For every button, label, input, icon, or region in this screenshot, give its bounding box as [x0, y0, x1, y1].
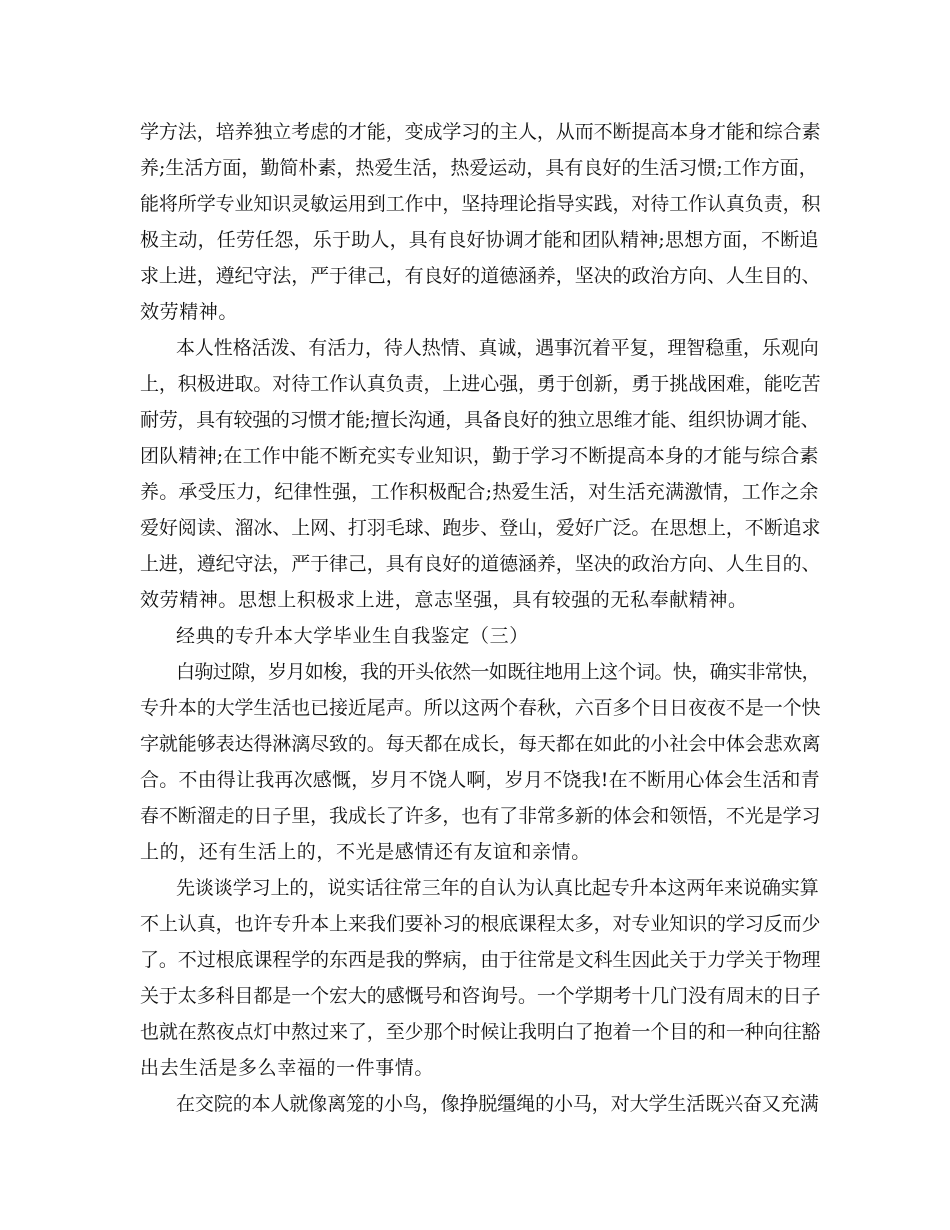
paragraph-first-line: 本人性格活泼、有活力，待人热情、真诚，遇事沉着平复，理智稳重，乐观向: [176, 337, 819, 359]
section-heading: 经典的专升本大学毕业生自我鉴定（三）: [176, 625, 529, 647]
text-line: 耐劳，具有较强的习惯才能;擅长沟通，具备良好的独立思维才能、组织协调才能、: [140, 409, 820, 431]
text-line: 学方法，培养独立考虑的才能，变成学习的主人，从而不断提高本身才能和综合素: [140, 121, 821, 143]
paragraph-first-line: 先谈谈学习上的，说实话往常三年的自认为认真比起专升本这两年来说确实算: [176, 877, 819, 899]
text-line: 养;生活方面，勤简朴素，热爱生活，热爱运动，具有良好的生活习惯;工作方面，: [140, 157, 818, 179]
text-line: 效劳精神。思想上积极求上进，意志坚强，具有较强的无私奉献精神。: [140, 589, 748, 611]
paragraph-first-line: 白驹过隙，岁月如梭，我的开头依然一如既往地用上这个词。快，确实非常快，: [176, 661, 821, 683]
text-line: 效劳精神。: [140, 301, 239, 323]
text-line: 爱好阅读、溜冰、上网、打羽毛球、跑步、登山，爱好广泛。在思想上，不断追求: [140, 517, 821, 539]
text-line: 字就能够表达得淋漓尽致的。每天都在成长，每天都在如此的小社会中体会悲欢离: [140, 733, 821, 755]
text-line: 能将所学专业知识灵敏运用到工作中，坚持理论指导实践，对待工作认真负责，积: [140, 193, 821, 215]
text-line: 也就在熬夜点灯中熬过来了，至少那个时候让我明白了抱着一个目的和一种向往豁: [140, 1021, 821, 1043]
text-line: 出去生活是多么幸福的一件事情。: [140, 1057, 435, 1079]
text-line: 春不断溜走的日子里，我成长了许多，也有了非常多新的体会和领悟，不光是学习: [140, 805, 821, 827]
paragraph-first-line: 在交院的本人就像离笼的小鸟，像挣脱缰绳的小马，对大学生活既兴奋又充满: [176, 1093, 819, 1115]
text-line: 极主动，任劳任怨，乐于助人，具有良好协调才能和团队精神;思想方面，不断追: [140, 229, 819, 251]
text-line: 上，积极进取。对待工作认真负责，上进心强，勇于创新，勇于挑战困难，能吃苦: [140, 373, 821, 395]
text-line: 团队精神;在工作中能不断充实专业知识，勤于学习不断提高本身的才能与综合素: [140, 445, 819, 467]
text-line: 合。不由得让我再次感慨，岁月不饶人啊，岁月不饶我!在不断用心体会生活和青: [140, 769, 820, 791]
text-line: 不上认真，也许专升本上来我们要补习的根底课程太多，对专业知识的学习反而少: [140, 913, 821, 935]
text-line: 求上进，遵纪守法，严于律己，有良好的道德涵养，坚决的政治方向、人生目的、: [140, 265, 821, 287]
text-line: 上进，遵纪守法，严于律己，具有良好的道德涵养，坚决的政治方向、人生目的、: [140, 553, 821, 575]
text-line: 养。承受压力，纪律性强，工作积极配合;热爱生活，对生活充满激情，工作之余: [140, 481, 819, 503]
text-line: 了。不过根底课程学的东西是我的弊病，由于往常是文科生因此关于力学关于物理: [140, 949, 821, 971]
text-line: 专升本的大学生活也已接近尾声。所以这两个春秋，六百多个日日夜夜不是一个快: [140, 697, 821, 719]
text-line: 关于太多科目都是一个宏大的感慨号和咨询号。一个学期考十几门没有周末的日子: [140, 985, 821, 1007]
text-line: 上的，还有生活上的，不光是感情还有友谊和亲情。: [140, 841, 591, 863]
